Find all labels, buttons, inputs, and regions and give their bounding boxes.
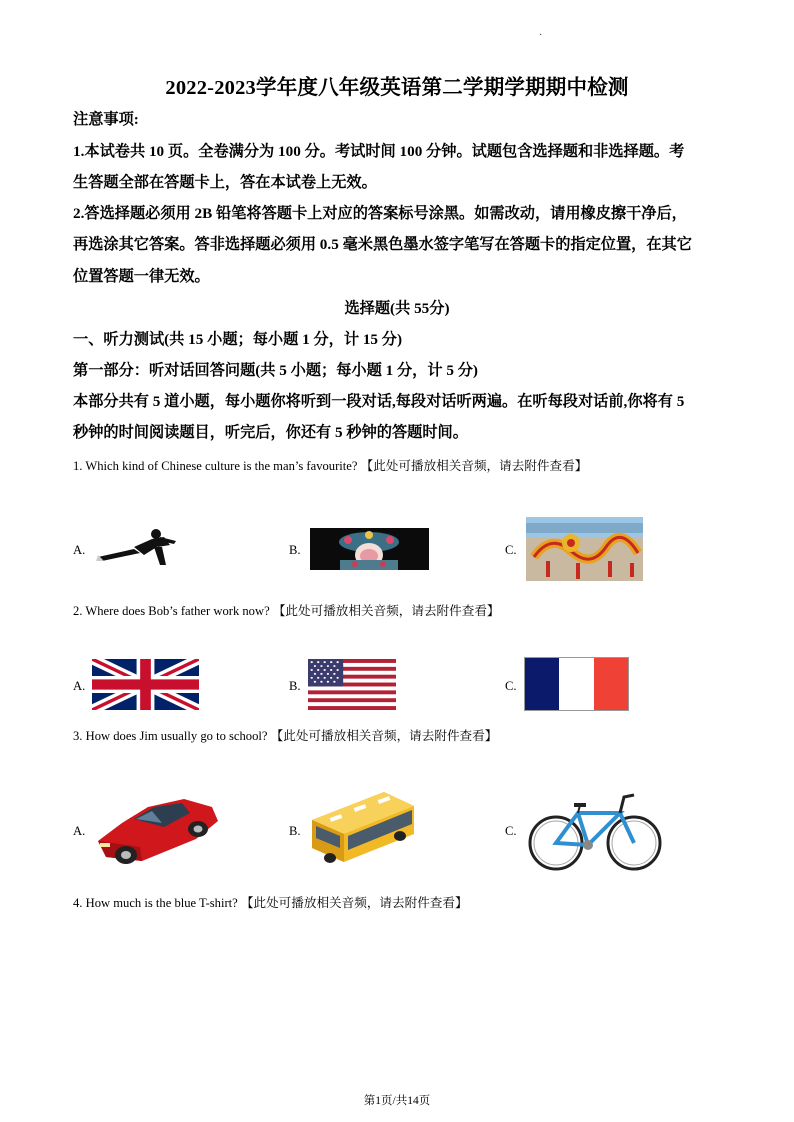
dragon-dance-image — [526, 517, 643, 581]
question-1-text: 1. Which kind of Chinese culture is the man’s favourite? 【此处可播放相关音频，请去附件查看】 — [73, 459, 588, 473]
q3-option-c-label: C. — [505, 824, 517, 838]
part1-heading: 一、听力测试(共 15 小题；每小题 1 分，计 15 分) — [73, 331, 403, 348]
question-4-text: 4. How much is the blue T-shirt? 【此处可播放相关音频，请去附件查看】 — [73, 896, 468, 910]
question-3-text: 3. How does Jim usually go to school? 【此处可播放相关音频，请去附件查看】 — [73, 729, 498, 743]
instructions-line1: 本部分共有 5 道小题，每小题你将听到一段对话,每段对话听两遍。在听每段对话前,你将有 5 — [73, 393, 685, 410]
q2-option-a-label: A. — [73, 679, 86, 693]
notice-heading: 注意事项: — [73, 111, 139, 128]
france-flag-image — [524, 657, 629, 711]
page-footer: 第1页/共14页 — [363, 1095, 431, 1107]
red-car-image — [92, 785, 224, 871]
question-2-text: 2. Where does Bob’s father work now? 【此处可播放相关音频，请去附件查看】 — [73, 604, 500, 618]
kungfu-kick-image — [94, 525, 186, 567]
notice-item2-line3: 位置答题一律无效。 — [73, 268, 210, 285]
blue-bicycle-image — [526, 787, 664, 873]
peking-opera-image — [310, 528, 429, 570]
instructions-line2: 秒钟的时间阅读题目，听完后，你还有 5 秒钟的答题时间。 — [73, 424, 468, 441]
q1-option-c-label: C. — [505, 543, 517, 557]
subpart1-heading: 第一部分：听对话回答问题(共 5 小题；每小题 1 分，计 5 分) — [73, 362, 478, 379]
notice-item1-line2: 生答题全部在答题卡上，答在本试卷上无效。 — [73, 174, 377, 191]
notice-item2-line1: 2.答选择题必须用 2B 铅笔将答题卡上对应的答案标号涂黑。如需改动，请用橡皮擦干净后， — [73, 205, 687, 222]
uk-flag-image — [92, 659, 199, 710]
top-mark: · — [539, 30, 543, 41]
q1-option-a-label: A. — [73, 543, 86, 557]
usa-flag-image — [308, 659, 396, 710]
page-title: 2022-2023学年度八年级英语第二学期学期期中检测 — [165, 77, 629, 99]
q3-option-b-label: B. — [289, 824, 301, 838]
yellow-bus-image — [308, 786, 418, 868]
q2-option-c-label: C. — [505, 679, 517, 693]
notice-item1-line1: 1.本试卷共 10 页。全卷满分为 100 分。考试时间 100 分钟。试题包含选择题和非选择题。考 — [73, 143, 685, 160]
q2-option-b-label: B. — [289, 679, 301, 693]
q1-option-b-label: B. — [289, 543, 301, 557]
q3-option-a-label: A. — [73, 824, 86, 838]
notice-item2-line2: 再选涂其它答案。答非选择题必须用 0.5 毫米黑色墨水签字笔写在答题卡的指定位置，在其它 — [73, 236, 692, 253]
section-heading: 选择题(共 55分) — [344, 300, 450, 317]
